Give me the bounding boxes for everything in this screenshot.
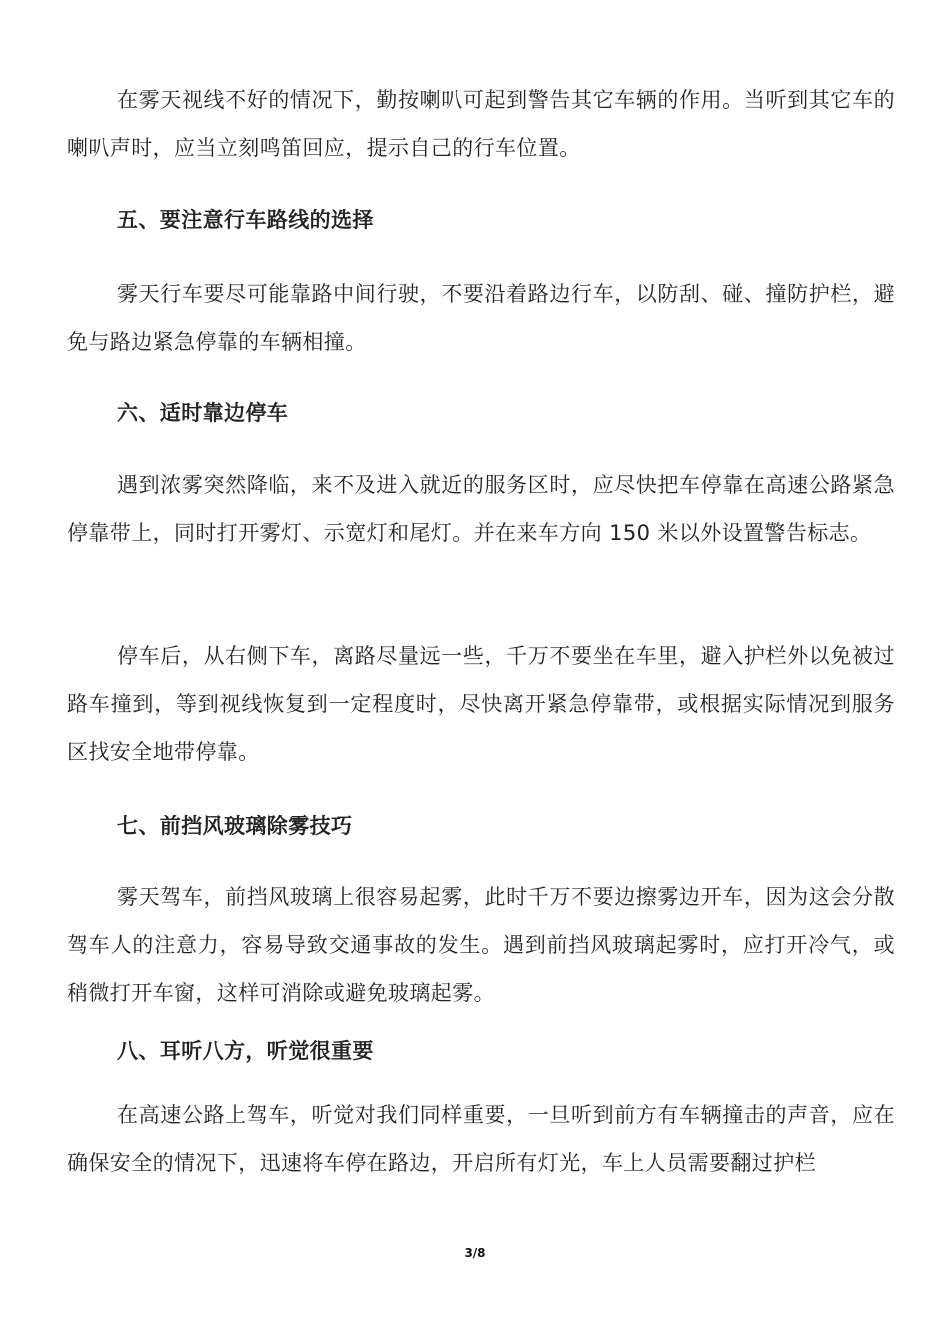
- section-heading-6: 六、适时靠边停车: [117, 401, 289, 425]
- page-number: 3/8: [464, 1246, 486, 1260]
- paragraph-route-choice: 雾天行车要尽可能靠路中间行驶，不要沿着路边行车，以防刮、碰、撞防护栏，避免与路边紧急停靠的车辆相撞。: [67, 282, 895, 354]
- section-heading-8: 八、耳听八方，听觉很重要: [117, 1039, 374, 1063]
- paragraph-defog: 雾天驾车，前挡风玻璃上很容易起雾，此时千万不要边擦雾边开车，因为这会分散驾车人的注意力，容易导致交通事故的发生。遇到前挡风玻璃起雾时，应打开冷气，或稍微打开车窗，这样可消除或避免玻璃起雾。: [67, 885, 895, 1005]
- section-heading-5: 五、要注意行车路线的选择: [117, 208, 374, 232]
- section-heading-7: 七、前挡风玻璃除雾技巧: [117, 814, 353, 838]
- paragraph-hearing: 在高速公路上驾车，听觉对我们同样重要，一旦听到前方有车辆撞击的声音，应在确保安全的情况下，迅速将车停在路边，开启所有灯光，车上人员需要翻过护栏: [67, 1103, 895, 1175]
- paragraph-emergency-stop: 遇到浓雾突然降临，来不及进入就近的服务区时，应尽快把车停靠在高速公路紧急停靠带上，同时打开雾灯、示宽灯和尾灯。并在来车方向 150 米以外设置警告标志。: [67, 473, 895, 545]
- paragraph-horn-warning: 在雾天视线不好的情况下，勤按喇叭可起到警告其它车辆的作用。当听到其它车的喇叭声时，应当立刻鸣笛回应，提示自己的行车位置。: [67, 88, 895, 160]
- paragraph-after-stop: 停车后，从右侧下车，离路尽量远一些，千万不要坐在车里，避入护栏外以免被过路车撞到，等到视线恢复到一定程度时，尽快离开紧急停靠带，或根据实际情况到服务区找安全地带停靠。: [67, 644, 895, 764]
